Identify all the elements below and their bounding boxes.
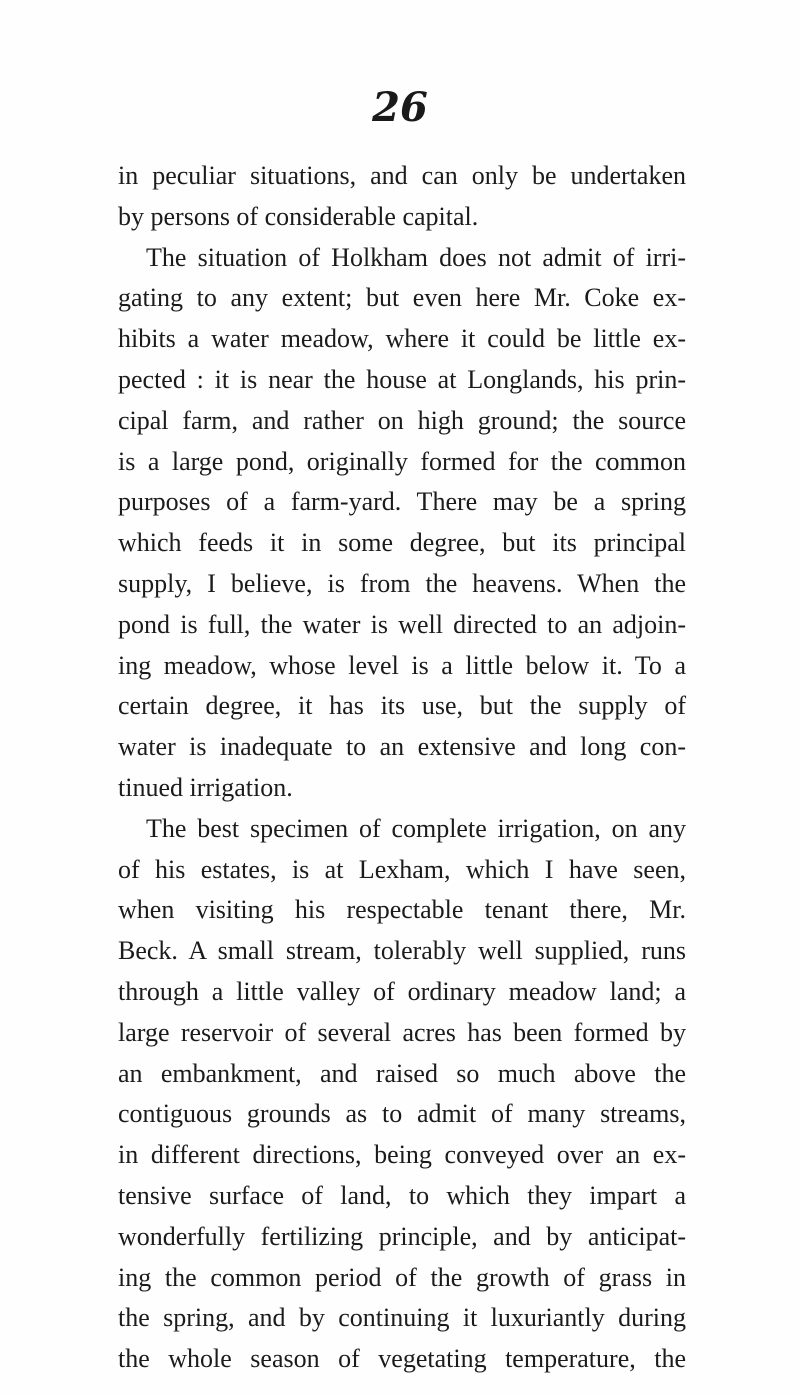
text-line: the whole season of vegetating temperature, the [118, 1344, 686, 1374]
text-line: pond is full, the water is well directed to an adjoin- [118, 609, 686, 639]
text-line: purposes of a farm-yard. There may be a spring [118, 487, 686, 517]
text-line: in different directions, being conveyed over an ex- [118, 1140, 686, 1170]
text-line: cipal farm, and rather on high ground; the source [118, 405, 686, 435]
text-line: ing meadow, whose level is a little below it. To a [118, 650, 686, 680]
text-line: which feeds it in some degree, but its principal [118, 528, 686, 558]
text-line: through a little valley of ordinary meadow land; a [118, 976, 686, 1006]
text-line: the spring, and by continuing it luxuriantly during [118, 1303, 686, 1333]
text-line: an embankment, and raised so much above the [118, 1058, 686, 1088]
text-line: by persons of considerable capital. [118, 201, 479, 231]
text-line: when visiting his respectable tenant there, Mr. [118, 895, 686, 925]
text-line: hibits a water meadow, where it could be little ex- [118, 324, 686, 354]
page-number: 26 [372, 84, 428, 131]
text-line: contiguous grounds as to admit of many streams, [118, 1099, 686, 1129]
text-line: wonderfully fertilizing principle, and by anticipat- [118, 1221, 686, 1251]
text-line: tinued irrigation. [118, 772, 293, 802]
text-line: large reservoir of several acres has been formed by [118, 1017, 686, 1047]
text-line: ing the common period of the growth of grass in [118, 1262, 686, 1292]
text-line: tensive surface of land, to which they impart a [118, 1180, 686, 1210]
text-line: The situation of Holkham does not admit of irri- [146, 242, 686, 272]
text-line: in peculiar situations, and can only be undertaken [118, 161, 686, 190]
text-line: supply, I believe, is from the heavens. When the [118, 568, 686, 598]
text-line: gating to any extent; but even here Mr. Coke ex- [118, 283, 686, 313]
text-line: Beck. A small stream, tolerably well supplied, runs [118, 936, 686, 966]
text-line: The best specimen of complete irrigation, on any [146, 813, 686, 843]
body-text [118, 156, 686, 1380]
text-line: of his estates, is at Lexham, which I have seen, [118, 854, 686, 884]
text-line: pected : it is near the house at Longlands, his prin- [118, 364, 686, 394]
text-line: certain degree, it has its use, but the supply of [118, 691, 686, 721]
text-line: water is inadequate to an extensive and long con- [118, 732, 686, 762]
text-line: is a large pond, originally formed for the common [118, 446, 686, 476]
